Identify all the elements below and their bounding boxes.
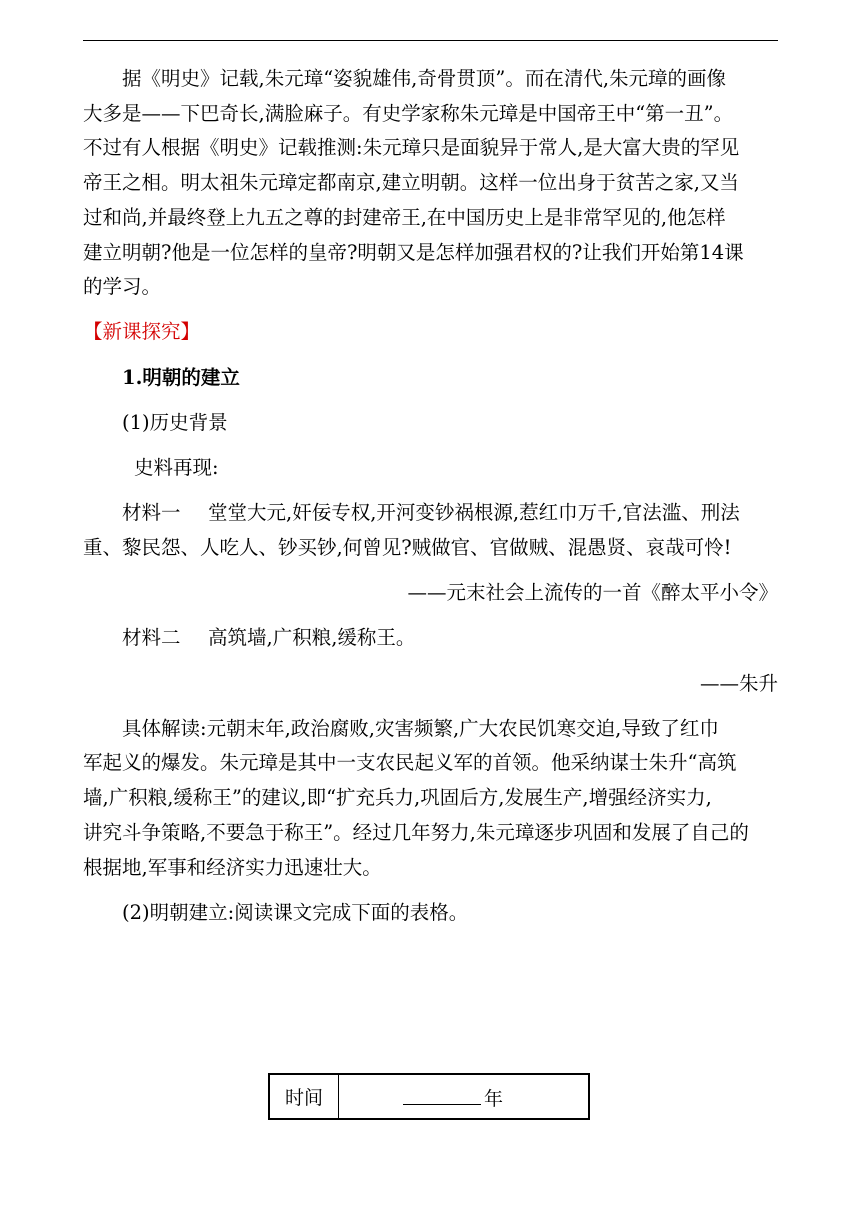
section-label: 【新课探究】	[83, 320, 201, 344]
time-label-cell: 时间	[269, 1074, 339, 1119]
interpretation-line-1: 具体解读:元朝末年,政治腐败,灾害频繁,广大农民饥寒交迫,导致了红巾	[122, 716, 719, 740]
subheading-background: (1)历史背景	[122, 410, 228, 434]
interpretation-line-5: 根据地,军事和经济实力迅速壮大。	[83, 855, 382, 879]
material-1-source: ——元末社会上流传的一首《醉太平小令》	[407, 581, 778, 605]
interpretation-line-4: 讲究斗争策略,不要急于称王”。经过几年努力,朱元璋逐步巩固和发展了自己的	[83, 820, 749, 844]
year-suffix: 年	[484, 1088, 504, 1110]
material-2-source: ——朱升	[699, 671, 778, 695]
year-blank[interactable]	[403, 1082, 481, 1105]
material-1	[83, 496, 778, 531]
header-rule	[83, 40, 778, 41]
material-1-line-2: 重、黎民怨、人吃人、钞买钞,何曾见?贼做官、官做贼、混愚贤、哀哉可怜!	[83, 535, 732, 559]
intro-line-6: 建立明朝?他是一位怎样的皇帝?明朝又是怎样加强君权的?让我们开始第14课	[83, 240, 744, 264]
intro-line-7: 的学习。	[83, 275, 162, 299]
intro-line-1: 据《明史》记载,朱元璋“姿貌雄伟,奇骨贯顶”。而在清代,朱元璋的画像	[122, 67, 727, 90]
intro-line-2: 大多是——下巴奇长,满脸麻子。有史学家称朱元璋是中国帝王中“第一丑”。	[83, 101, 734, 125]
intro-line-3: 不过有人根据《明史》记载推测:朱元璋只是面貌异于常人,是大富大贵的罕见	[83, 136, 740, 160]
interpretation-line-3: 墙,广积粮,缓称王”的建议,即“扩充兵力,巩固后方,发展生产,增强经济实力,	[83, 786, 712, 810]
page-content	[83, 62, 778, 930]
material-2-text: 高筑墙,广积粮,缓称王。	[208, 626, 416, 650]
material-2-label: 材料二	[122, 626, 181, 650]
material-2	[83, 621, 778, 656]
intro-line-5: 过和尚,并最终登上九五之尊的封建帝王,在中国历史上是非常罕见的,他怎样	[83, 205, 726, 229]
interpretation-line-2: 军起义的爆发。朱元璋是其中一支农民起义军的首领。他采纳谋士朱升“高筑	[83, 751, 737, 775]
table-row	[269, 1074, 589, 1119]
section-heading: 1.明朝的建立	[122, 365, 240, 389]
material-1-text: 堂堂大元,奸佞专权,开河变钞祸根源,惹红巾万千,官法滥、刑法	[208, 501, 740, 525]
intro-line-4: 帝王之相。明太祖朱元璋定都南京,建立明朝。这样一位出身于贫苦之家,又当	[83, 171, 739, 195]
fill-in-table	[268, 1073, 590, 1120]
source-label: 史料再现:	[134, 456, 219, 480]
material-1-label: 材料一	[122, 501, 181, 525]
subheading-founding: (2)明朝建立:阅读课文完成下面的表格。	[122, 900, 469, 924]
year-answer-cell[interactable]	[339, 1074, 590, 1119]
